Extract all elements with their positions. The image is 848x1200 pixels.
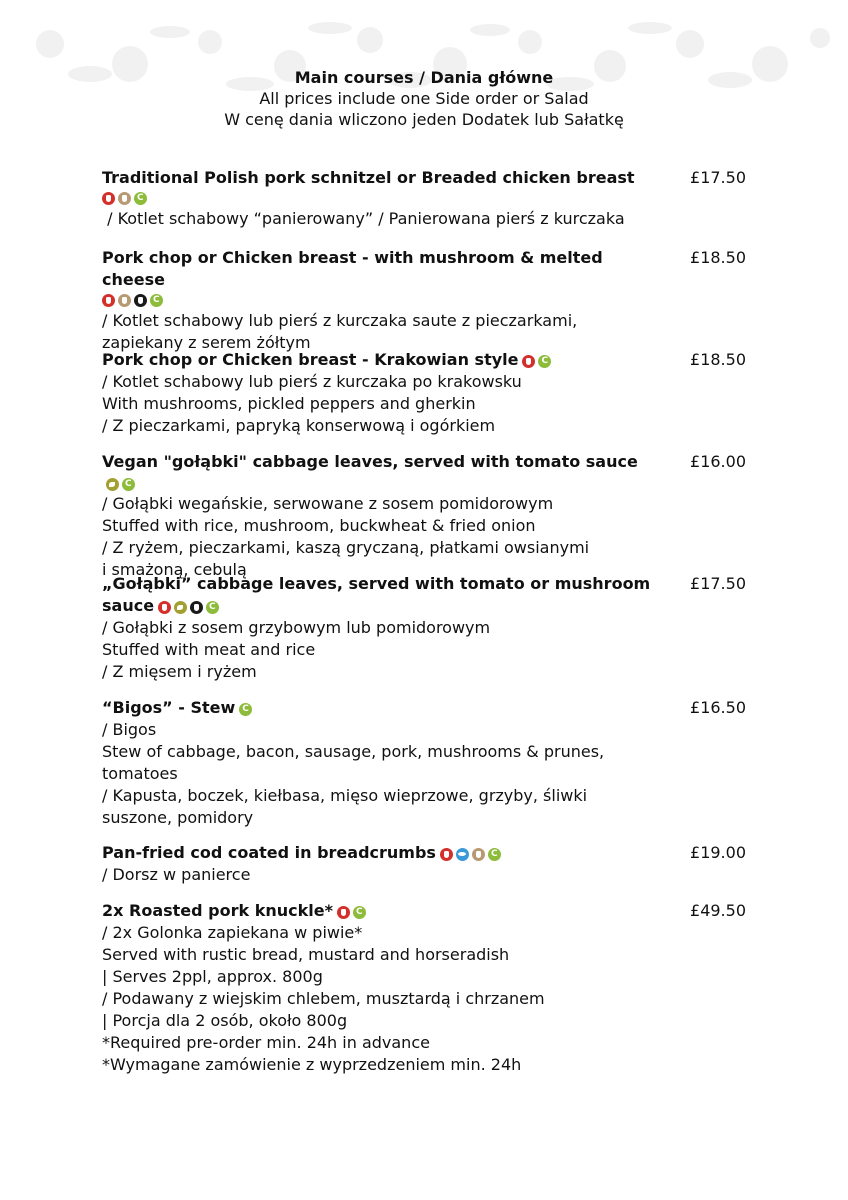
gluten-icon — [337, 906, 350, 919]
gluten-icon — [102, 294, 115, 307]
dish-name: 2x Roasted pork knuckle* — [102, 901, 333, 920]
allergen-icons — [239, 699, 255, 718]
celery-icon — [206, 601, 219, 614]
dish-description-line: / Bigos — [102, 720, 157, 739]
menu-item — [102, 573, 752, 683]
dish-description-line: / Kotlet schabowy “panierowany” / Panierowana pierś z kurczaka — [102, 209, 625, 228]
gluten-icon — [102, 192, 115, 205]
dish-description-line: / Kapusta, boczek, kiełbasa, mięso wieprzowe, grzyby, śliwki — [102, 786, 588, 805]
dish-description-line: | Porcja dla 2 osób, około 800g — [102, 1011, 348, 1030]
menu-item — [102, 900, 752, 1076]
dish-price: £17.50 — [690, 168, 746, 187]
fish-icon — [456, 848, 469, 861]
allergen-icons — [158, 597, 222, 616]
menu-item — [102, 349, 752, 437]
dairy-icon — [134, 294, 147, 307]
dish-description-line: / 2x Golonka zapiekana w piwie* — [102, 923, 363, 942]
celery-icon — [239, 703, 252, 716]
allergen-icons — [522, 351, 554, 370]
dish-description-line: tomatoes — [102, 764, 178, 783]
dish-description-line: zapiekany z serem żółtym — [102, 333, 311, 352]
dish-price: £16.50 — [690, 698, 746, 717]
dish-description-line: / Kotlet schabowy lub pierś z kurczaka saute z pieczarkami, — [102, 311, 578, 330]
dish-price: £19.00 — [690, 843, 746, 862]
allergen-icons — [102, 290, 652, 310]
gluten-icon — [522, 355, 535, 368]
dish-description-line: Stew of cabbage, bacon, sausage, pork, mushrooms & prunes, — [102, 742, 605, 761]
dish-price: £18.50 — [690, 248, 746, 267]
dish-description-line: *Required pre-order min. 24h in advance — [102, 1033, 430, 1052]
dish-description-line: / Z pieczarkami, papryką konserwową i ogórkiem — [102, 416, 496, 435]
dish-description-line: i smażoną, cebulą — [102, 560, 247, 579]
allergen-icons — [106, 474, 138, 493]
dish-price: £18.50 — [690, 350, 746, 369]
allergen-icons — [337, 902, 369, 921]
egg-icon — [472, 848, 485, 861]
menu-item — [102, 247, 752, 354]
menu-header — [0, 68, 848, 130]
dish-description-line: / Gołąbki z sosem grzybowym lub pomidorowym — [102, 618, 491, 637]
egg-icon — [118, 192, 131, 205]
menu-item — [102, 697, 752, 829]
dish-name: Pork chop or Chicken breast - with mushroom & melted cheese — [102, 248, 603, 289]
dish-description-line: / Z mięsem i ryżem — [102, 662, 257, 681]
dish-description-line: / Z ryżem, pieczarkami, kaszą gryczaną, płatkami owsianymi — [102, 538, 590, 557]
dairy-icon — [190, 601, 203, 614]
dish-name: Pork chop or Chicken breast - Krakowian style — [102, 350, 519, 369]
menu-item — [102, 451, 752, 581]
celery-icon — [538, 355, 551, 368]
dish-description-line: / Dorsz w panierce — [102, 865, 251, 884]
dish-description-line: / Kotlet schabowy lub pierś z kurczaka po krakowsku — [102, 372, 522, 391]
dish-name: “Bigos” - Stew — [102, 698, 236, 717]
dish-description-line: With mushrooms, pickled peppers and gherkin — [102, 394, 476, 413]
celery-icon — [488, 848, 501, 861]
celery-icon — [122, 478, 135, 491]
price-note-polish: W cenę dania wliczono jeden Dodatek lub Sałatkę — [224, 110, 624, 129]
celery-icon — [353, 906, 366, 919]
dish-description-line: Served with rustic bread, mustard and horseradish — [102, 945, 510, 964]
dish-description-line: / Gołąbki wegańskie, serwowane z sosem pomidorowym — [102, 494, 554, 513]
menu-item — [102, 167, 752, 230]
dish-description-line: | Serves 2ppl, approx. 800g — [102, 967, 323, 986]
gluten-icon — [158, 601, 171, 614]
dish-name: Vegan "gołąbki" cabbage leaves, served with tomato sauce — [102, 452, 638, 471]
vegan-icon — [174, 601, 187, 614]
dish-price: £16.00 — [690, 452, 746, 471]
dish-description-line: Stuffed with meat and rice — [102, 640, 316, 659]
dish-price: £49.50 — [690, 901, 746, 920]
dish-description-line: suszone, pomidory — [102, 808, 254, 827]
dish-description-line: Stuffed with rice, mushroom, buckwheat & fried onion — [102, 516, 536, 535]
egg-icon — [118, 294, 131, 307]
vegan-icon — [106, 478, 119, 491]
dish-name: Pan-fried cod coated in breadcrumbs — [102, 843, 436, 862]
celery-icon — [150, 294, 163, 307]
dish-name: „Gołąbki” cabbage leaves, served with tomato or mushroom sauce — [102, 574, 651, 615]
allergen-icons — [440, 844, 504, 863]
price-note-english: All prices include one Side order or Salad — [259, 89, 589, 108]
dish-price: £17.50 — [690, 574, 746, 593]
celery-icon — [134, 192, 147, 205]
dish-description-line: *Wymagane zamówienie z wyprzedzeniem min. 24h — [102, 1055, 522, 1074]
allergen-icons — [102, 188, 652, 208]
menu-item — [102, 842, 752, 886]
gluten-icon — [440, 848, 453, 861]
section-title: Main courses / Dania główne — [294, 68, 554, 87]
dish-name: Traditional Polish pork schnitzel or Breaded chicken breast — [102, 168, 635, 187]
dish-description-line: / Podawany z wiejskim chlebem, musztardą i chrzanem — [102, 989, 545, 1008]
